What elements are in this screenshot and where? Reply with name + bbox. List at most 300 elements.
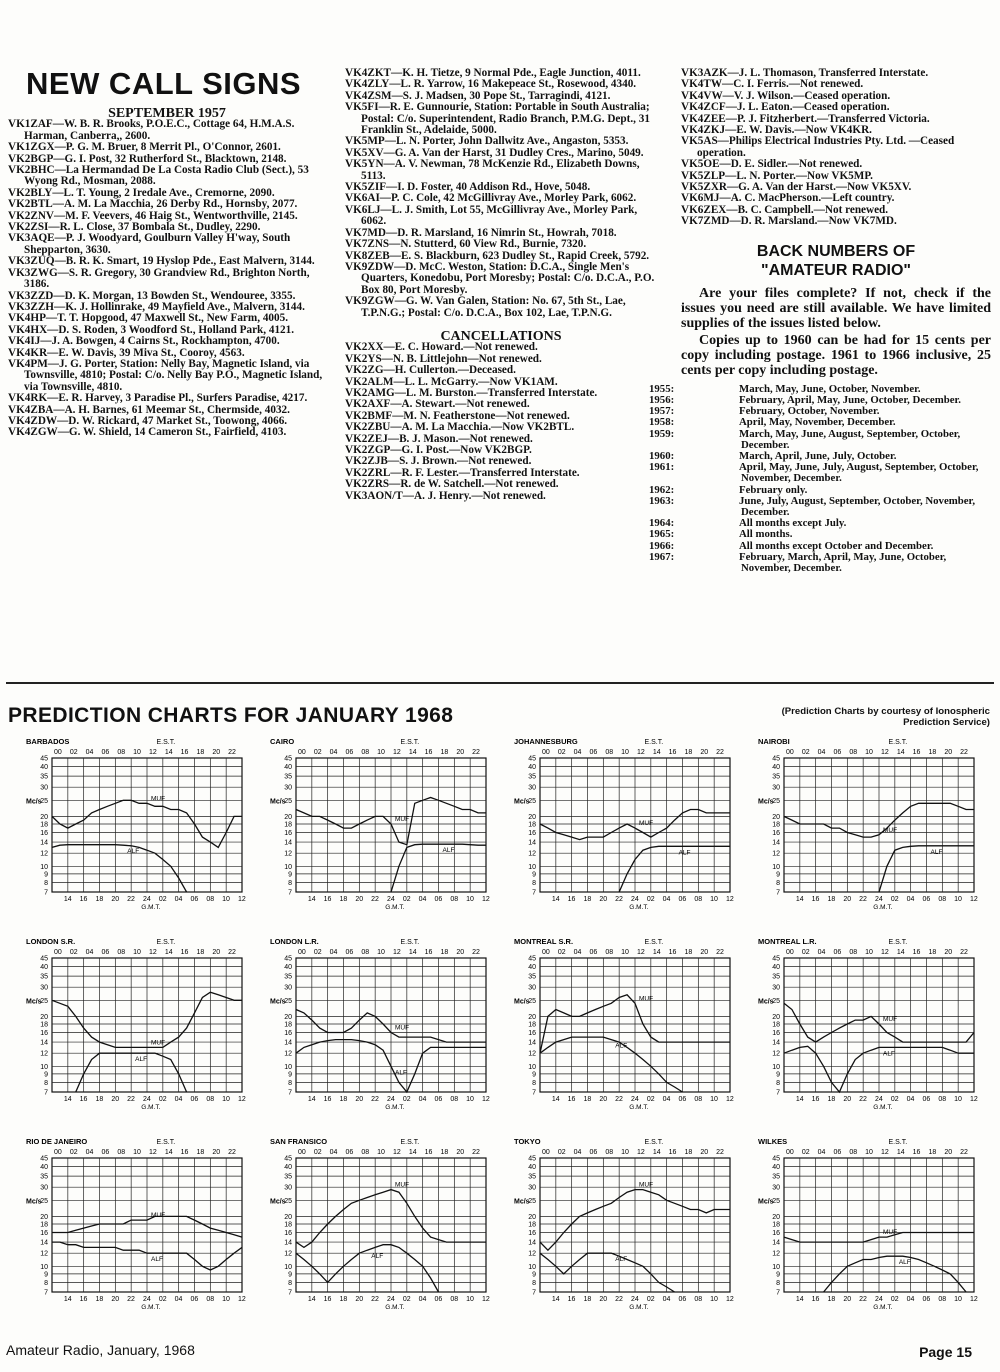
gmt-tick: 04 <box>662 1096 671 1103</box>
est-tick: 08 <box>605 749 614 756</box>
est-tick: 12 <box>393 749 401 756</box>
year-label: 1962: <box>649 483 675 496</box>
est-tick: 16 <box>180 949 189 956</box>
gmt-tick: 20 <box>599 896 608 903</box>
y-tick: 45 <box>40 1155 48 1163</box>
gmt-tick: 04 <box>174 896 183 903</box>
est-tick: 02 <box>557 749 566 756</box>
gmt-tick: 02 <box>890 1296 899 1303</box>
est-tick: 00 <box>786 749 794 756</box>
series-alf <box>296 1245 439 1292</box>
y-tick: 12 <box>772 1250 780 1258</box>
year-label: 1959: <box>649 427 675 440</box>
call-sign-entry: VK6LJ—L. J. Smith, Lot 55, McGillivray Ave., Morley Park, 6062. <box>345 203 638 228</box>
call-sign-entry: VK2ZSI—R. L. Close, 37 Bombala St., Dudley, 2290. <box>8 221 261 234</box>
y-tick: 30 <box>528 984 536 992</box>
column-3 <box>649 67 991 574</box>
gmt-tick: 06 <box>678 1296 687 1303</box>
call-sign-entry: VK7MD—D. R. Marsland, 16 Nimrin St., Howrah, 7018. <box>345 226 617 239</box>
gmt-tick: 08 <box>450 896 459 903</box>
cancellation-entry: VK6ZEX—B. C. Campbell.—Not renewed. <box>681 203 889 216</box>
gmt-tick: 04 <box>906 1096 915 1103</box>
gmt-label: G.M.T. <box>873 1304 893 1311</box>
est-tick: 04 <box>573 749 582 756</box>
gmt-tick: 22 <box>127 1096 135 1103</box>
chart-london-s-r- <box>26 937 246 1111</box>
y-tick: 12 <box>528 850 536 858</box>
y-tick: 20 <box>528 1213 536 1221</box>
cancellation-entry: VK4TW—C. I. Ferris.—Not renewed. <box>681 78 864 91</box>
gmt-label: G.M.T. <box>141 904 161 911</box>
gmt-tick: 10 <box>954 1096 962 1103</box>
gmt-tick: 20 <box>843 1096 852 1103</box>
y-tick: 12 <box>772 1050 780 1058</box>
est-tick: 18 <box>440 1149 449 1156</box>
est-tick: 12 <box>881 749 889 756</box>
y-tick: 10 <box>772 863 780 871</box>
y-tick: 16 <box>528 1229 536 1237</box>
series-label: ALF <box>678 849 691 857</box>
gmt-tick: 14 <box>307 896 316 903</box>
cancellation-entry: VK2ALM—L. L. McGarry.—Now VK1AM. <box>345 375 558 388</box>
y-tick: 20 <box>40 1213 48 1221</box>
y-tick: 7 <box>532 889 536 897</box>
series-label: ALF <box>615 1256 628 1264</box>
est-tick: 14 <box>896 1149 905 1156</box>
gmt-tick: 12 <box>726 1096 734 1103</box>
y-tick: 9 <box>288 1071 292 1079</box>
gmt-tick: 04 <box>418 896 427 903</box>
y-tick: 16 <box>284 1229 292 1237</box>
series-label: MUF <box>639 820 654 828</box>
series-label: ALF <box>883 1050 895 1058</box>
y-tick: 40 <box>772 963 780 971</box>
est-tick: 16 <box>668 1149 677 1156</box>
prediction-charts <box>0 730 1000 1330</box>
y-tick: 12 <box>40 1050 48 1058</box>
est-tick: 12 <box>637 1149 645 1156</box>
gmt-tick: 24 <box>875 1096 883 1103</box>
gmt-tick: 18 <box>95 1296 104 1303</box>
y-tick: 30 <box>40 784 48 792</box>
year-months: March, May, June, October, November. <box>739 382 921 395</box>
y-tick: 30 <box>772 784 780 792</box>
est-tick: 12 <box>149 1149 157 1156</box>
gmt-tick: 10 <box>710 1296 718 1303</box>
gmt-tick: 24 <box>143 896 151 903</box>
est-label: E.S.T. <box>400 739 420 746</box>
year-label: 1961: <box>649 461 675 474</box>
y-tick: 35 <box>40 773 48 781</box>
y-tick: 40 <box>528 763 536 771</box>
est-tick: 08 <box>117 749 126 756</box>
y-tick: 12 <box>772 850 780 858</box>
est-tick: 22 <box>228 1149 236 1156</box>
year-label: 1967: <box>649 550 675 563</box>
est-tick: 08 <box>361 749 370 756</box>
est-tick: 22 <box>960 949 968 956</box>
call-sign-entry: VK2BGP—G. I. Post, 32 Rutherford St., Blacktown, 2148. <box>8 152 287 165</box>
y-tick: 40 <box>772 1163 780 1171</box>
cancellation-entry: VK4VW—V. J. Wilson.—Ceased operation. <box>681 89 891 102</box>
est-tick: 08 <box>605 1149 614 1156</box>
gmt-tick: 20 <box>111 1096 120 1103</box>
gmt-tick: 18 <box>95 896 104 903</box>
est-tick: 08 <box>849 749 858 756</box>
est-tick: 04 <box>573 1149 582 1156</box>
est-tick: 16 <box>424 1149 433 1156</box>
y-tick: 35 <box>284 773 292 781</box>
cancellation-entry: VK2XX—E. C. Howard.—Not renewed. <box>345 341 538 354</box>
est-tick: 22 <box>716 749 724 756</box>
series-label: MUF <box>883 1229 898 1237</box>
y-tick: 20 <box>284 1013 292 1021</box>
est-tick: 20 <box>456 949 465 956</box>
y-tick: 16 <box>772 829 780 837</box>
y-tick: 18 <box>772 821 780 829</box>
cancellations-list-1 <box>345 342 657 502</box>
est-tick: 04 <box>817 949 826 956</box>
y-tick: 35 <box>284 973 292 981</box>
y-tick: 10 <box>528 863 536 871</box>
est-tick: 16 <box>912 949 921 956</box>
y-tick: 8 <box>776 1279 780 1287</box>
y-tick: 16 <box>772 1229 780 1237</box>
gmt-tick: 20 <box>843 896 852 903</box>
y-tick: 18 <box>772 1021 780 1029</box>
gmt-tick: 08 <box>694 1096 703 1103</box>
gmt-tick: 22 <box>127 1296 135 1303</box>
back-numbers-years <box>649 382 991 574</box>
call-sign-entry: VK5ZIF—I. D. Foster, 40 Addison Rd., Hove, 5048. <box>345 181 591 194</box>
y-tick: 16 <box>40 1029 48 1037</box>
est-tick: 00 <box>298 949 306 956</box>
y-axis-label: Mc/s <box>270 1198 286 1206</box>
gmt-tick: 06 <box>922 1296 931 1303</box>
chart-title: NAIROBI <box>758 737 790 746</box>
gmt-tick: 16 <box>811 1296 820 1303</box>
gmt-tick: 02 <box>646 1296 655 1303</box>
est-tick: 14 <box>408 1149 417 1156</box>
est-tick: 06 <box>589 1149 598 1156</box>
y-tick: 35 <box>528 973 536 981</box>
est-tick: 14 <box>408 749 417 756</box>
call-sign-entry: VK4RK—E. R. Harvey, 3 Paradise Pl., Surfers Paradise, 4217. <box>8 392 308 405</box>
est-tick: 04 <box>817 1149 826 1156</box>
cancellation-entry: VK4ZKJ—E. W. Davis.—Now VK4KR. <box>681 124 872 137</box>
est-tick: 08 <box>361 1149 370 1156</box>
y-tick: 18 <box>284 1021 292 1029</box>
gmt-tick: 12 <box>482 1296 490 1303</box>
series-label: MUF <box>151 795 166 803</box>
gmt-label: G.M.T. <box>873 1104 893 1111</box>
y-tick: 10 <box>772 1263 780 1271</box>
est-tick: 14 <box>652 749 661 756</box>
series-label: MUF <box>395 1024 410 1032</box>
year-months: All months. <box>739 528 793 541</box>
gmt-tick: 12 <box>970 1096 978 1103</box>
y-tick: 12 <box>528 1050 536 1058</box>
gmt-tick: 04 <box>662 896 671 903</box>
gmt-tick: 06 <box>190 1096 199 1103</box>
est-label: E.S.T. <box>400 939 420 946</box>
est-tick: 08 <box>361 949 370 956</box>
cancellations-heading: CANCELLATIONS <box>440 328 562 344</box>
y-tick: 9 <box>532 1071 536 1079</box>
year-label: 1956: <box>649 393 675 406</box>
gmt-tick: 06 <box>678 896 687 903</box>
y-tick: 7 <box>776 889 780 897</box>
chart-title: MONTREAL L.R. <box>758 937 817 946</box>
gmt-tick: 24 <box>631 1296 639 1303</box>
y-tick: 25 <box>40 1197 48 1205</box>
y-tick: 40 <box>40 1163 48 1171</box>
gmt-tick: 06 <box>434 1296 443 1303</box>
gmt-tick: 22 <box>859 1096 867 1103</box>
y-tick: 20 <box>40 1013 48 1021</box>
est-tick: 10 <box>865 749 873 756</box>
y-tick: 45 <box>40 755 48 763</box>
gmt-label: G.M.T. <box>629 904 649 911</box>
gmt-tick: 20 <box>355 1096 364 1103</box>
y-tick: 16 <box>40 1229 48 1237</box>
gmt-tick: 02 <box>158 896 167 903</box>
est-tick: 18 <box>684 749 693 756</box>
year-label: 1965: <box>649 528 675 541</box>
gmt-tick: 06 <box>434 896 443 903</box>
cancellation-entry: VK6MJ—A. C. MacPherson.—Left country. <box>681 192 895 205</box>
est-tick: 20 <box>944 749 953 756</box>
call-sign-entry: VK4ZSM—S. J. Madsen, 30 Pope St., Tarragindi, 4121. <box>345 89 611 102</box>
y-tick: 45 <box>284 755 292 763</box>
y-tick: 20 <box>528 1013 536 1021</box>
gmt-tick: 14 <box>795 896 804 903</box>
gmt-tick: 24 <box>631 1096 639 1103</box>
gmt-tick: 16 <box>79 1296 88 1303</box>
y-tick: 30 <box>772 984 780 992</box>
y-tick: 30 <box>528 1184 536 1192</box>
call-sign-entry: VK6AI—P. C. Cole, 42 McGillivray Ave., Morley Park, 6062. <box>345 192 637 205</box>
call-sign-entry: VK9ZGW—G. W. Van Galen, Station: No. 67, 5th St., Lae, T.P.N.G.; Postal: C/o. D.C.A., Box 102, Lae, T.P.N.G. <box>345 295 626 319</box>
cancellation-entry: VK3AZK—J. L. Thomason, Transferred Interstate. <box>681 67 929 79</box>
y-tick: 8 <box>288 879 292 887</box>
year-label: 1964: <box>649 517 675 530</box>
y-tick: 16 <box>772 1029 780 1037</box>
y-tick: 30 <box>772 1184 780 1192</box>
est-tick: 10 <box>133 1149 141 1156</box>
call-sign-entry: VK3ZZH—K. J. Hollinrake, 49 Mayfield Ave., Malvern, 3144. <box>8 300 305 313</box>
call-sign-entry: VK2BTL—A. M. La Macchia, 26 Derby Rd., Hornsby, 2077. <box>8 198 298 211</box>
year-label: 1963: <box>649 494 675 507</box>
gmt-tick: 14 <box>795 1296 804 1303</box>
cancellation-entry: VK5OE—D. E. Sidler.—Not renewed. <box>681 158 863 171</box>
est-tick: 02 <box>801 1149 810 1156</box>
gmt-tick: 04 <box>174 1296 183 1303</box>
year-months: April, May, June, July, August, September, October, November, December. <box>739 461 979 485</box>
chart-cairo <box>270 737 490 911</box>
call-sign-entry: VK8ZEB—E. S. Blackburn, 623 Dudley St., Rapid Creek, 5792. <box>345 249 650 262</box>
est-tick: 22 <box>228 949 236 956</box>
y-tick: 8 <box>776 1079 780 1087</box>
y-tick: 7 <box>44 889 48 897</box>
gmt-label: G.M.T. <box>629 1104 649 1111</box>
est-tick: 12 <box>393 949 401 956</box>
y-axis-label: Mc/s <box>26 798 42 806</box>
series-label: MUF <box>883 826 898 834</box>
y-tick: 14 <box>528 1239 536 1247</box>
est-tick: 10 <box>377 949 385 956</box>
year-label: 1955: <box>649 382 675 395</box>
series-label: MUF <box>151 1212 166 1220</box>
est-tick: 16 <box>180 1149 189 1156</box>
gmt-tick: 02 <box>646 896 655 903</box>
est-tick: 00 <box>786 949 794 956</box>
gmt-tick: 14 <box>63 1096 72 1103</box>
chart-title: JOHANNESBURG <box>514 737 578 746</box>
est-tick: 08 <box>849 949 858 956</box>
y-tick: 10 <box>284 863 292 871</box>
gmt-label: G.M.T. <box>141 1304 161 1311</box>
gmt-tick: 18 <box>339 1096 348 1103</box>
y-tick: 35 <box>772 973 780 981</box>
est-tick: 14 <box>164 949 173 956</box>
cancellation-entry: VK2AXF—A. Stewart.—Not renewed. <box>345 398 530 411</box>
est-label: E.S.T. <box>400 1139 420 1146</box>
est-tick: 02 <box>313 949 322 956</box>
gmt-tick: 24 <box>387 896 395 903</box>
est-tick: 22 <box>960 749 968 756</box>
y-tick: 45 <box>284 955 292 963</box>
chart-wilkes <box>758 1137 978 1311</box>
gmt-tick: 18 <box>583 1296 592 1303</box>
gmt-tick: 04 <box>906 896 915 903</box>
est-label: E.S.T. <box>156 939 176 946</box>
gmt-tick: 08 <box>938 1296 947 1303</box>
year-months: June, July, August, September, October, November, December. <box>739 494 976 518</box>
series-label: ALF <box>898 1259 911 1267</box>
gmt-tick: 16 <box>567 1296 576 1303</box>
y-tick: 14 <box>284 839 292 847</box>
y-tick: 45 <box>772 755 780 763</box>
est-tick: 04 <box>329 749 338 756</box>
y-tick: 9 <box>776 1271 780 1279</box>
y-tick: 8 <box>44 879 48 887</box>
est-tick: 20 <box>700 949 709 956</box>
est-tick: 20 <box>944 949 953 956</box>
call-sign-entry: VK4HP—T. T. Hopgood, 47 Maxwell St., New Farm, 4005. <box>8 312 288 325</box>
est-tick: 16 <box>424 749 433 756</box>
y-tick: 20 <box>772 1213 780 1221</box>
gmt-tick: 04 <box>906 1296 915 1303</box>
est-tick: 08 <box>117 1149 126 1156</box>
gmt-tick: 10 <box>710 896 718 903</box>
y-tick: 40 <box>528 1163 536 1171</box>
y-tick: 9 <box>288 1271 292 1279</box>
y-tick: 40 <box>284 763 292 771</box>
y-tick: 45 <box>528 955 536 963</box>
gmt-tick: 24 <box>875 1296 883 1303</box>
gmt-tick: 22 <box>371 1296 379 1303</box>
est-tick: 16 <box>668 749 677 756</box>
year-months: February only. <box>739 483 808 496</box>
gmt-tick: 14 <box>551 1096 560 1103</box>
gmt-tick: 02 <box>890 1096 899 1103</box>
est-tick: 22 <box>716 949 724 956</box>
back-number-year <box>649 550 991 574</box>
gmt-tick: 20 <box>355 1296 364 1303</box>
y-tick: 9 <box>532 1271 536 1279</box>
y-tick: 9 <box>776 871 780 879</box>
est-tick: 18 <box>196 749 205 756</box>
gmt-tick: 02 <box>402 896 411 903</box>
gmt-tick: 02 <box>890 896 899 903</box>
call-sign-entry: VK5FI—R. E. Gunnourie, Station: Portable in South Australia; Postal: C/o. Superintendent, Radio Branch, P.M.G. Dept., 31 Franklin St., Adelaide, 5000. <box>345 101 650 137</box>
cancellation-entry: VK2YS—N. B. Littlejohn—Not renewed. <box>345 352 542 365</box>
year-months: All months except October and December. <box>739 539 934 552</box>
y-tick: 20 <box>284 1213 292 1221</box>
cancellation-entry: VK2ZGP—G. I. Post.—Now VK2BGP. <box>345 444 532 456</box>
y-tick: 8 <box>44 1079 48 1087</box>
gmt-tick: 16 <box>323 1296 332 1303</box>
year-label: 1957: <box>649 405 675 418</box>
cancellation-entry: VK2ZRL—R. F. Lester.—Transferred Interstate. <box>345 466 580 479</box>
est-tick: 16 <box>912 1149 921 1156</box>
call-sign-entry: VK7ZNS—N. Stutterd, 60 View Rd., Burnie, 7320. <box>345 238 587 251</box>
gmt-tick: 04 <box>662 1296 671 1303</box>
y-tick: 18 <box>284 821 292 829</box>
est-tick: 12 <box>637 749 645 756</box>
y-tick: 20 <box>772 813 780 821</box>
gmt-tick: 06 <box>434 1096 443 1103</box>
est-tick: 04 <box>573 949 582 956</box>
y-tick: 12 <box>284 1050 292 1058</box>
est-tick: 14 <box>652 949 661 956</box>
gmt-tick: 12 <box>482 896 490 903</box>
y-tick: 25 <box>284 1197 292 1205</box>
est-tick: 10 <box>133 949 141 956</box>
est-tick: 20 <box>700 1149 709 1156</box>
est-tick: 16 <box>912 749 921 756</box>
year-label: 1960: <box>649 449 675 462</box>
month-heading: SEPTEMBER 1957 <box>108 106 226 121</box>
est-tick: 06 <box>589 749 598 756</box>
est-tick: 00 <box>298 1149 306 1156</box>
footer-publication: Amateur Radio, January, 1968 <box>6 1342 195 1358</box>
gmt-tick: 24 <box>387 1096 395 1103</box>
y-tick: 9 <box>288 871 292 879</box>
gmt-tick: 08 <box>206 1296 215 1303</box>
cancellation-entry: VK2ZBU—A. M. La Macchia.—Now VK2BTL. <box>345 421 575 434</box>
series-label: ALF <box>395 1069 407 1077</box>
gmt-tick: 12 <box>970 1296 978 1303</box>
est-tick: 18 <box>196 1149 205 1156</box>
chart-title: LONDON L.R. <box>270 937 319 946</box>
series-alf <box>540 1037 683 1092</box>
y-tick: 8 <box>532 879 536 887</box>
est-tick: 14 <box>652 1149 661 1156</box>
call-sign-entry: VK1ZGX—P. G. M. Bruer, 8 Merrit Pl., O'Connor, 2601. <box>8 141 281 154</box>
chart-title: LONDON S.R. <box>26 937 76 946</box>
chart-johannesburg <box>514 737 734 911</box>
est-tick: 18 <box>928 1149 937 1156</box>
y-tick: 18 <box>772 1221 780 1229</box>
gmt-tick: 12 <box>726 1296 734 1303</box>
year-months: April, May, November, December. <box>739 416 896 429</box>
series-label: ALF <box>151 1256 163 1264</box>
y-tick: 16 <box>284 829 292 837</box>
gmt-tick: 02 <box>158 1296 167 1303</box>
chart-barbados <box>26 737 246 911</box>
